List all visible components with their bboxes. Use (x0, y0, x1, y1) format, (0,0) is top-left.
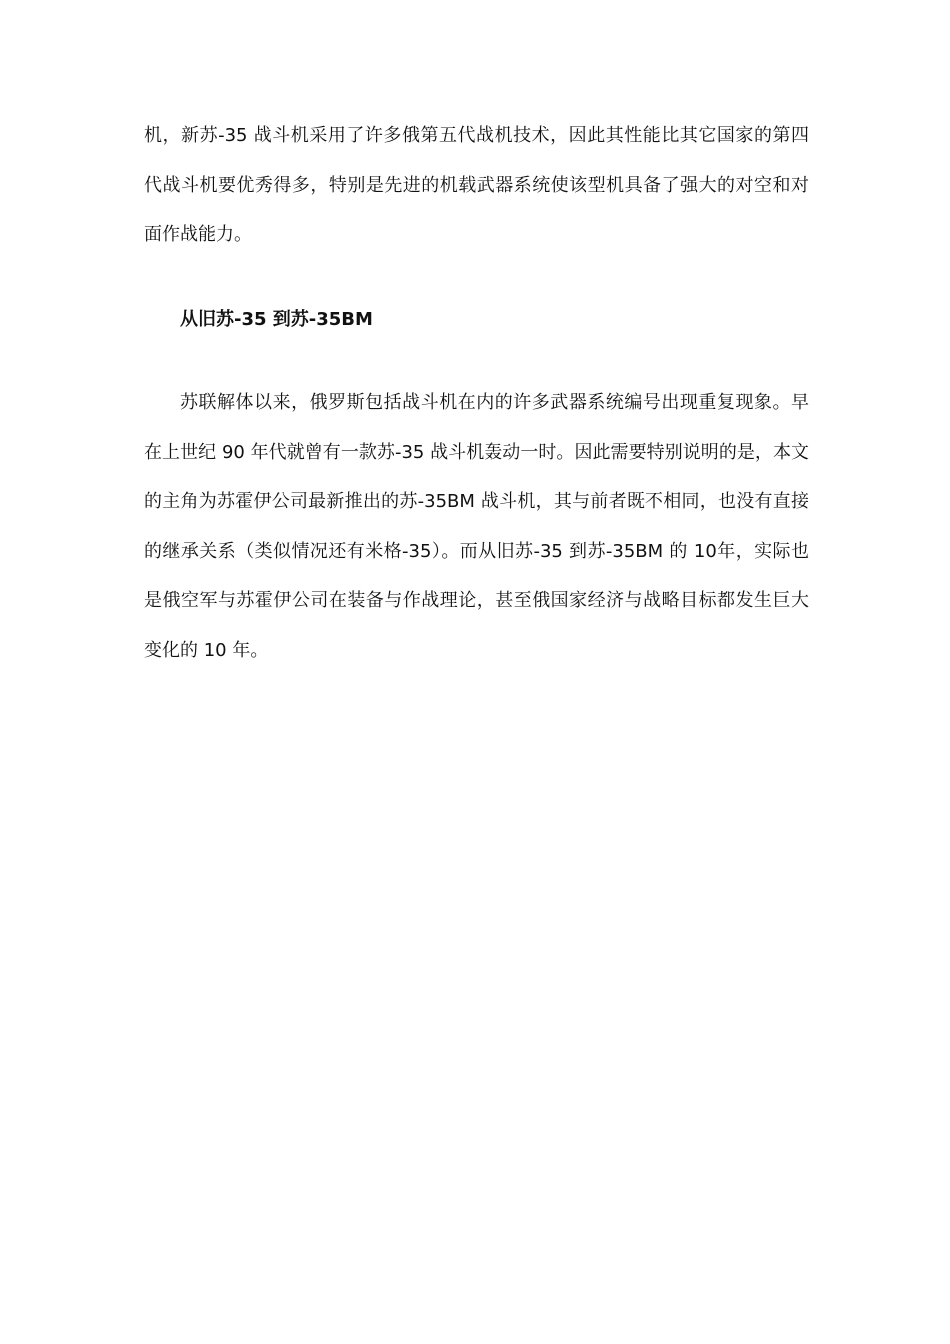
paragraph-intro-continuation: 机，新苏-35 战斗机采用了许多俄第五代战机技术，因此其性能比其它国家的第四代战斗机要优秀得多，特别是先进的机载武器系统使该型机具备了强大的对空和对面作战能力。 (144, 125, 809, 245)
paragraph-history: 苏联解体以来，俄罗斯包括战斗机在内的许多武器系统编号出现重复现象。早在上世纪 90 年代就曾有一款苏-35 战斗机轰动一时。因此需要特别说明的是，本文的主角为苏霍伊公司最新推出的苏-35BM 战斗机，其与前者既不相同，也没有直接的继承关系（类似情况还有米格-35）。而从旧苏-35 到苏-35BM 的 10年，实际也是俄空军与苏霍伊公司在装备与作战理论，甚至俄国家经济与战略目标都发生巨大变化的 10 年。 (144, 392, 809, 661)
section-heading: 从旧苏-35 到苏-35BM (180, 309, 373, 330)
